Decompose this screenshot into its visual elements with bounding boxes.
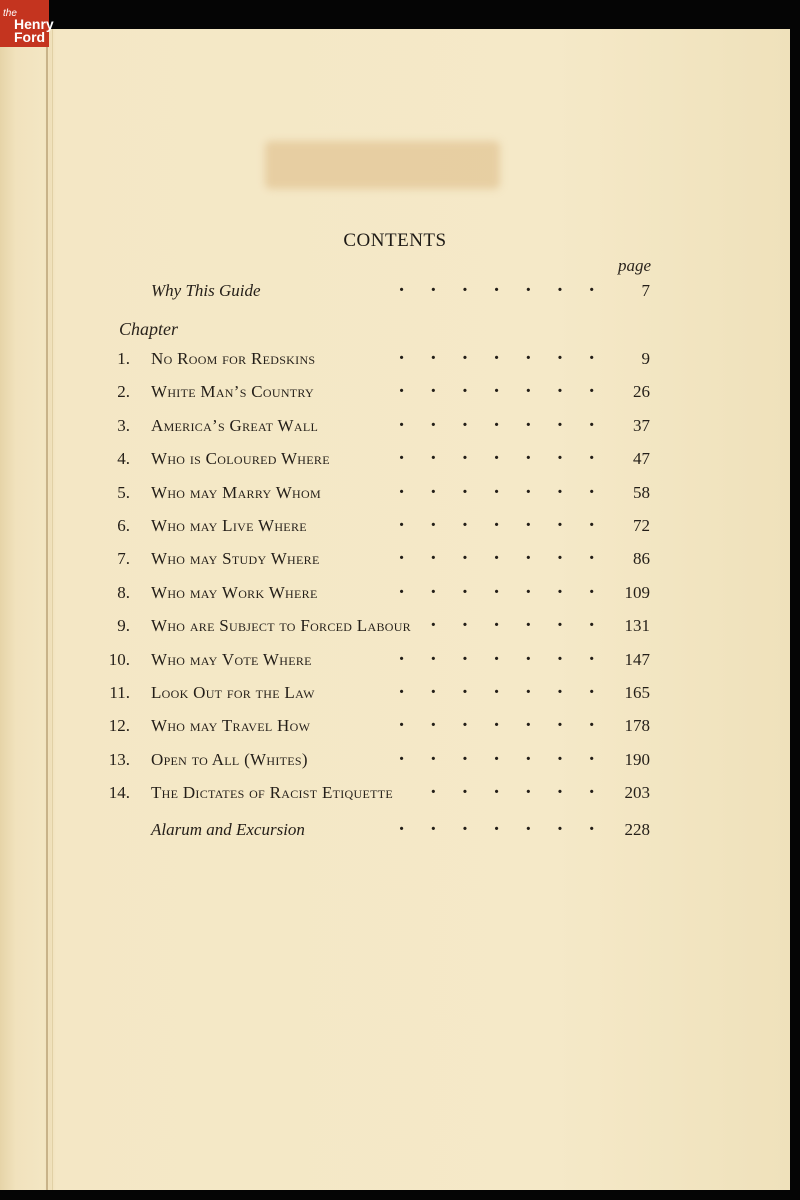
toc-entry-intro — [0, 281, 790, 307]
chapter-title: White Man’s Country — [151, 382, 315, 402]
dot-leader: ······· — [398, 714, 620, 737]
page-column-label: page — [618, 256, 652, 275]
chapter-title: Who is Coloured Where — [151, 449, 330, 469]
chapter-title: Who may Travel How — [151, 716, 311, 736]
chapter-page: 165 — [624, 683, 650, 702]
chapter-page: 109 — [624, 582, 650, 602]
toc-entry-page: 7 — [641, 281, 650, 300]
dot-leader: ······ — [429, 781, 620, 804]
chapter-title: Who may Marry Whom — [151, 482, 321, 502]
toc-entry-chapter — [0, 413, 790, 442]
chapter-number: 1. — [117, 349, 130, 368]
book-page — [0, 29, 790, 1190]
chapter-title: Open to All (Whites) — [151, 749, 308, 769]
toc-entry-chapter — [0, 580, 790, 609]
chapter-number: 14. — [108, 783, 130, 803]
chapter-title: Who may Work Where — [151, 582, 318, 602]
chapter-number: 10. — [108, 649, 130, 669]
chapter-page: 9 — [641, 349, 650, 368]
toc-entry-chapter — [0, 516, 790, 542]
dot-leader: ······· — [398, 380, 620, 403]
dot-leader: ······· — [398, 279, 620, 301]
toc-entry-chapter — [0, 382, 790, 408]
contents-title: CONTENTS — [343, 230, 447, 251]
chapter-title: The Dictates of Racist Etiquette — [151, 783, 394, 803]
dot-leader: ······ — [429, 614, 620, 637]
dot-leader: ······· — [398, 580, 620, 603]
toc-entry-chapter — [0, 349, 790, 375]
dot-leader: ······· — [398, 413, 620, 436]
dot-leader: ······· — [398, 647, 620, 670]
chapter-title: Look Out for the Law — [151, 683, 315, 702]
chapter-number: 7. — [117, 549, 130, 569]
chapter-page: 147 — [624, 649, 650, 669]
toc-entry-chapter — [0, 747, 790, 776]
chapter-title: No Room for Redskins — [151, 349, 316, 368]
toc-entry-chapter — [0, 683, 790, 709]
dot-leader: ······· — [398, 514, 620, 536]
chapter-number: 9. — [117, 616, 130, 636]
toc-entry-chapter — [0, 616, 790, 642]
chapter-number: 4. — [117, 449, 130, 469]
chapter-number: 12. — [108, 716, 130, 736]
dot-leader: ······· — [398, 347, 620, 369]
chapter-number: 8. — [117, 582, 130, 602]
chapter-number: 5. — [117, 482, 130, 502]
chapter-number: 11. — [109, 683, 130, 702]
chapter-page: 37 — [633, 415, 650, 435]
henry-ford-logo: the Henry Ford — [0, 0, 49, 47]
chapter-page: 190 — [624, 749, 650, 769]
chapter-title: Who may Study Where — [151, 549, 320, 569]
chapter-number: 13. — [108, 749, 130, 769]
dot-leader: ······· — [398, 818, 620, 840]
toc-entry-chapter — [0, 716, 790, 742]
page-fold-shadow — [52, 29, 53, 1190]
chapter-page: 58 — [633, 482, 650, 502]
chapter-number: 6. — [117, 516, 130, 535]
chapter-number: 2. — [117, 382, 130, 402]
toc-entry-chapter — [0, 449, 790, 475]
dot-leader: ······· — [398, 547, 620, 570]
toc-entry-chapter — [0, 783, 790, 809]
toc-entry-title: Why This Guide — [151, 281, 261, 300]
chapter-page: 203 — [624, 783, 650, 803]
chapter-title: America’s Great Wall — [151, 415, 319, 435]
chapter-page: 131 — [624, 616, 650, 636]
dot-leader: ······· — [398, 447, 620, 470]
toc-entry-page: 228 — [624, 820, 650, 839]
chapter-title: Who may Live Where — [151, 516, 307, 535]
chapter-page: 178 — [624, 716, 650, 736]
chapter-page: 47 — [633, 449, 650, 469]
chapter-page: 86 — [633, 549, 650, 569]
toc-entry-title: Alarum and Excursion — [151, 820, 305, 839]
chapter-page: 26 — [633, 382, 650, 402]
chapter-number: 3. — [117, 415, 130, 435]
chapter-page: 72 — [633, 516, 650, 535]
dot-leader: ······· — [398, 480, 620, 503]
page-fold — [46, 29, 48, 1190]
dot-leader: ······· — [398, 681, 620, 703]
chapter-title: Who are Subject to Forced Labour — [151, 616, 411, 636]
toc-entry-chapter — [0, 647, 790, 676]
chapter-title: Who may Vote Where — [151, 649, 312, 669]
chapter-label: Chapter — [119, 319, 179, 339]
toc-entry-closing — [0, 820, 790, 846]
paper-stain — [265, 141, 500, 189]
toc-entry-chapter — [0, 549, 790, 575]
toc-entry-chapter — [0, 480, 790, 509]
dot-leader: ······· — [398, 747, 620, 770]
